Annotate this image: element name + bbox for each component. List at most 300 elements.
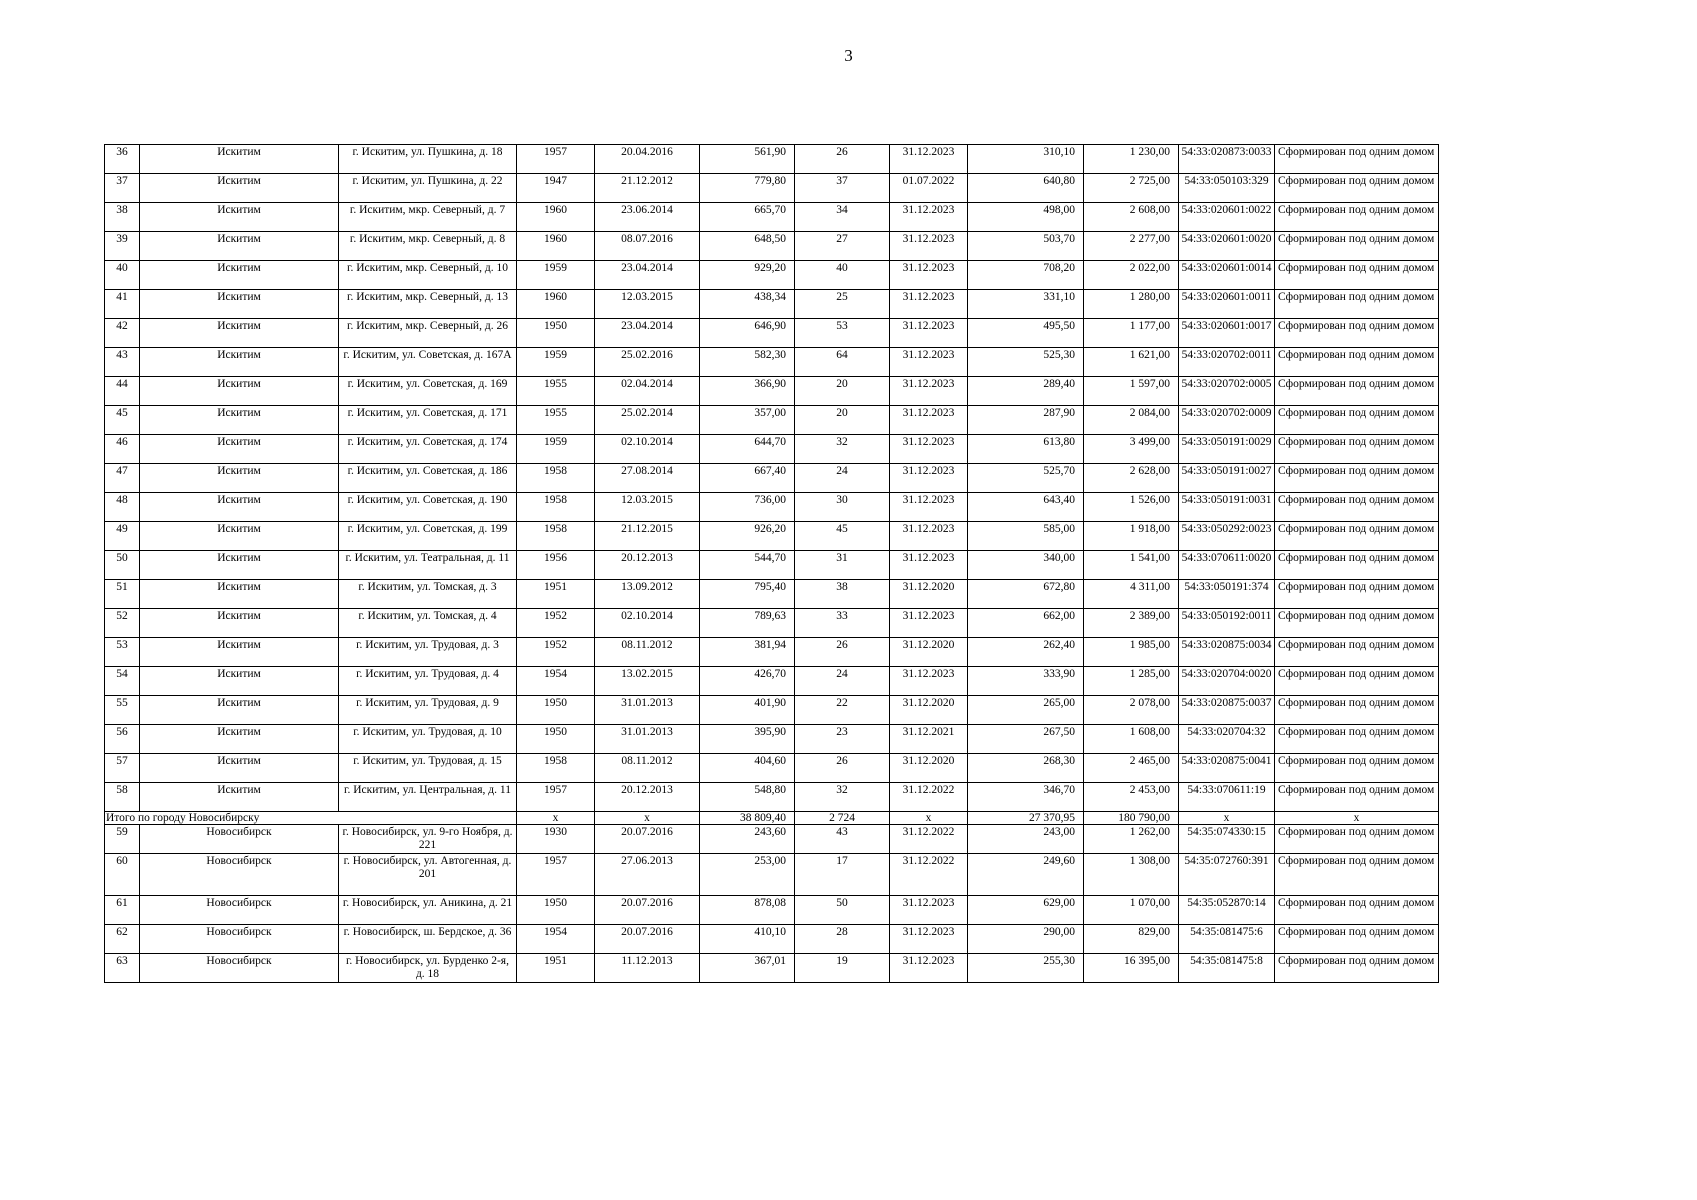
municipality-cell: Искитим (140, 464, 339, 493)
total-row (105, 812, 1439, 825)
total-area-cell: 736,00 (700, 493, 795, 522)
table-row (105, 348, 1439, 377)
address-cell: г. Искитим, ул. Советская, д. 174 (339, 435, 517, 464)
living-area-cell: 503,70 (968, 232, 1084, 261)
living-area-cell: 495,50 (968, 319, 1084, 348)
relocation-deadline-cell: 31.12.2023 (890, 667, 968, 696)
cadastre-number-cell: 54:33:050191:0031 (1179, 493, 1275, 522)
table-row (105, 145, 1439, 174)
relocation-deadline-cell: 31.12.2023 (890, 493, 968, 522)
residents-cell: 64 (795, 348, 890, 377)
total-area-cell: 357,00 (700, 406, 795, 435)
cadastre-number-cell: 54:33:050103:329 (1179, 174, 1275, 203)
cadastre-number-cell: 54:33:020601:0020 (1179, 232, 1275, 261)
table-row (105, 896, 1439, 925)
total-cell: x (595, 812, 700, 825)
land-status-cell: Сформирован под одним домом (1275, 377, 1439, 406)
residents-cell: 22 (795, 696, 890, 725)
relocation-deadline-cell: 31.12.2023 (890, 319, 968, 348)
residents-cell: 17 (795, 854, 890, 896)
address-cell: г. Искитим, ул. Советская, д. 169 (339, 377, 517, 406)
residents-cell: 24 (795, 464, 890, 493)
cadastre-number-cell: 54:33:020601:0022 (1179, 203, 1275, 232)
table-row (105, 667, 1439, 696)
table-row (105, 609, 1439, 638)
living-area-cell: 346,70 (968, 783, 1084, 812)
land-area-cell: 1 070,00 (1084, 896, 1179, 925)
table-row (105, 377, 1439, 406)
land-area-cell: 1 280,00 (1084, 290, 1179, 319)
living-area-cell: 255,30 (968, 954, 1084, 983)
table-row (105, 925, 1439, 954)
living-area-cell: 708,20 (968, 261, 1084, 290)
row-number-cell: 40 (105, 261, 140, 290)
land-area-cell: 3 499,00 (1084, 435, 1179, 464)
total-area-cell: 548,80 (700, 783, 795, 812)
municipality-cell: Искитим (140, 609, 339, 638)
land-status-cell: Сформирован под одним домом (1275, 348, 1439, 377)
municipality-cell: Искитим (140, 232, 339, 261)
residents-cell: 20 (795, 406, 890, 435)
build-year-cell: 1950 (517, 896, 595, 925)
land-area-cell: 1 985,00 (1084, 638, 1179, 667)
municipality-cell: Новосибирск (140, 925, 339, 954)
row-number-cell: 39 (105, 232, 140, 261)
land-area-cell: 1 541,00 (1084, 551, 1179, 580)
cadastre-number-cell: 54:33:020875:0041 (1179, 754, 1275, 783)
residents-cell: 24 (795, 667, 890, 696)
address-cell: г. Новосибирск, ул. Бурденко 2-я, д. 18 (339, 954, 517, 983)
total-label: Итого по городу Новосибирску (105, 812, 517, 825)
recognition-date-cell: 12.03.2015 (595, 290, 700, 319)
land-status-cell: Сформирован под одним домом (1275, 493, 1439, 522)
table-row (105, 696, 1439, 725)
table-row (105, 580, 1439, 609)
land-area-cell: 1 526,00 (1084, 493, 1179, 522)
cadastre-number-cell: 54:33:020702:0009 (1179, 406, 1275, 435)
residents-cell: 43 (795, 825, 890, 854)
land-area-cell: 1 285,00 (1084, 667, 1179, 696)
total-area-cell: 253,00 (700, 854, 795, 896)
address-cell: г. Искитим, ул. Советская, д. 171 (339, 406, 517, 435)
land-status-cell: Сформирован под одним домом (1275, 609, 1439, 638)
total-area-cell: 367,01 (700, 954, 795, 983)
table-row (105, 551, 1439, 580)
total-area-cell: 646,90 (700, 319, 795, 348)
residents-cell: 50 (795, 896, 890, 925)
total-area-cell: 395,90 (700, 725, 795, 754)
address-cell: г. Искитим, ул. Советская, д. 186 (339, 464, 517, 493)
land-status-cell: Сформирован под одним домом (1275, 580, 1439, 609)
total-area-cell: 426,70 (700, 667, 795, 696)
living-area-cell: 333,90 (968, 667, 1084, 696)
land-status-cell: Сформирован под одним домом (1275, 667, 1439, 696)
build-year-cell: 1959 (517, 348, 595, 377)
build-year-cell: 1954 (517, 667, 595, 696)
recognition-date-cell: 08.07.2016 (595, 232, 700, 261)
table-row (105, 174, 1439, 203)
table-body-novosibirsk (105, 825, 1439, 983)
address-cell: г. Искитим, мкр. Северный, д. 26 (339, 319, 517, 348)
municipality-cell: Искитим (140, 319, 339, 348)
residents-cell: 32 (795, 435, 890, 464)
land-status-cell: Сформирован под одним домом (1275, 551, 1439, 580)
row-number-cell: 45 (105, 406, 140, 435)
land-status-cell: Сформирован под одним домом (1275, 203, 1439, 232)
table-row (105, 522, 1439, 551)
row-number-cell: 38 (105, 203, 140, 232)
recognition-date-cell: 27.08.2014 (595, 464, 700, 493)
recognition-date-cell: 02.10.2014 (595, 609, 700, 638)
residents-cell: 27 (795, 232, 890, 261)
build-year-cell: 1956 (517, 551, 595, 580)
living-area-cell: 662,00 (968, 609, 1084, 638)
build-year-cell: 1952 (517, 638, 595, 667)
total-area-cell: 544,70 (700, 551, 795, 580)
relocation-deadline-cell: 31.12.2023 (890, 435, 968, 464)
cadastre-number-cell: 54:33:050192:0011 (1179, 609, 1275, 638)
build-year-cell: 1957 (517, 854, 595, 896)
table-row (105, 232, 1439, 261)
build-year-cell: 1950 (517, 319, 595, 348)
living-area-cell: 525,30 (968, 348, 1084, 377)
row-number-cell: 48 (105, 493, 140, 522)
land-status-cell: Сформирован под одним домом (1275, 754, 1439, 783)
cadastre-number-cell: 54:33:020873:0033 (1179, 145, 1275, 174)
residents-cell: 33 (795, 609, 890, 638)
total-area-cell: 926,20 (700, 522, 795, 551)
build-year-cell: 1958 (517, 493, 595, 522)
address-cell: г. Искитим, ул. Трудовая, д. 10 (339, 725, 517, 754)
address-cell: г. Новосибирск, ул. Автогенная, д. 201 (339, 854, 517, 896)
land-status-cell: Сформирован под одним домом (1275, 232, 1439, 261)
living-area-cell: 243,00 (968, 825, 1084, 854)
cadastre-number-cell: 54:33:020601:0014 (1179, 261, 1275, 290)
total-area-cell: 582,30 (700, 348, 795, 377)
land-area-cell: 1 262,00 (1084, 825, 1179, 854)
address-cell: г. Искитим, ул. Советская, д. 167А (339, 348, 517, 377)
land-status-cell: Сформирован под одним домом (1275, 696, 1439, 725)
row-number-cell: 62 (105, 925, 140, 954)
cadastre-number-cell: 54:35:081475:6 (1179, 925, 1275, 954)
recognition-date-cell: 31.01.2013 (595, 696, 700, 725)
living-area-cell: 629,00 (968, 896, 1084, 925)
build-year-cell: 1930 (517, 825, 595, 854)
total-area-cell: 789,63 (700, 609, 795, 638)
table-row (105, 261, 1439, 290)
land-area-cell: 1 597,00 (1084, 377, 1179, 406)
build-year-cell: 1960 (517, 203, 595, 232)
row-number-cell: 52 (105, 609, 140, 638)
land-status-cell: Сформирован под одним домом (1275, 261, 1439, 290)
land-status-cell: Сформирован под одним домом (1275, 825, 1439, 854)
municipality-cell: Искитим (140, 435, 339, 464)
relocation-deadline-cell: 31.12.2023 (890, 609, 968, 638)
living-area-cell: 643,40 (968, 493, 1084, 522)
build-year-cell: 1959 (517, 435, 595, 464)
recognition-date-cell: 20.07.2016 (595, 825, 700, 854)
municipality-cell: Новосибирск (140, 854, 339, 896)
cadastre-number-cell: 54:33:050191:374 (1179, 580, 1275, 609)
municipality-cell: Искитим (140, 551, 339, 580)
row-number-cell: 42 (105, 319, 140, 348)
total-area-cell: 795,40 (700, 580, 795, 609)
recognition-date-cell: 21.12.2015 (595, 522, 700, 551)
residents-cell: 53 (795, 319, 890, 348)
land-area-cell: 16 395,00 (1084, 954, 1179, 983)
address-cell: г. Искитим, мкр. Северный, д. 7 (339, 203, 517, 232)
relocation-deadline-cell: 31.12.2023 (890, 925, 968, 954)
cadastre-number-cell: 54:33:050191:0027 (1179, 464, 1275, 493)
residents-cell: 40 (795, 261, 890, 290)
recognition-date-cell: 31.01.2013 (595, 725, 700, 754)
land-status-cell: Сформирован под одним домом (1275, 464, 1439, 493)
land-status-cell: Сформирован под одним домом (1275, 925, 1439, 954)
total-cell: 38 809,40 (700, 812, 795, 825)
living-area-cell: 613,80 (968, 435, 1084, 464)
row-number-cell: 36 (105, 145, 140, 174)
cadastre-number-cell: 54:33:070611:0020 (1179, 551, 1275, 580)
row-number-cell: 46 (105, 435, 140, 464)
residents-cell: 26 (795, 638, 890, 667)
residents-cell: 45 (795, 522, 890, 551)
address-cell: г. Искитим, ул. Трудовая, д. 9 (339, 696, 517, 725)
recognition-date-cell: 20.04.2016 (595, 145, 700, 174)
row-number-cell: 37 (105, 174, 140, 203)
recognition-date-cell: 21.12.2012 (595, 174, 700, 203)
relocation-deadline-cell: 31.12.2022 (890, 854, 968, 896)
recognition-date-cell: 11.12.2013 (595, 954, 700, 983)
municipality-cell: Искитим (140, 725, 339, 754)
land-status-cell: Сформирован под одним домом (1275, 725, 1439, 754)
build-year-cell: 1959 (517, 261, 595, 290)
relocation-deadline-cell: 31.12.2023 (890, 261, 968, 290)
recognition-date-cell: 23.04.2014 (595, 319, 700, 348)
cadastre-number-cell: 54:35:074330:15 (1179, 825, 1275, 854)
recognition-date-cell: 23.06.2014 (595, 203, 700, 232)
recognition-date-cell: 25.02.2016 (595, 348, 700, 377)
living-area-cell: 498,00 (968, 203, 1084, 232)
build-year-cell: 1958 (517, 754, 595, 783)
land-status-cell: Сформирован под одним домом (1275, 319, 1439, 348)
residents-cell: 38 (795, 580, 890, 609)
total-cell: 27 370,95 (968, 812, 1084, 825)
residents-cell: 26 (795, 754, 890, 783)
land-status-cell: Сформирован под одним домом (1275, 406, 1439, 435)
address-cell: г. Искитим, ул. Трудовая, д. 15 (339, 754, 517, 783)
relocation-deadline-cell: 31.12.2022 (890, 783, 968, 812)
build-year-cell: 1955 (517, 377, 595, 406)
row-number-cell: 44 (105, 377, 140, 406)
table-row (105, 825, 1439, 854)
relocation-deadline-cell: 31.12.2023 (890, 522, 968, 551)
municipality-cell: Новосибирск (140, 825, 339, 854)
row-number-cell: 47 (105, 464, 140, 493)
table-total-section (105, 812, 1439, 825)
cadastre-number-cell: 54:35:052870:14 (1179, 896, 1275, 925)
recognition-date-cell: 25.02.2014 (595, 406, 700, 435)
land-area-cell: 2 277,00 (1084, 232, 1179, 261)
row-number-cell: 50 (105, 551, 140, 580)
living-area-cell: 640,80 (968, 174, 1084, 203)
land-status-cell: Сформирован под одним домом (1275, 174, 1439, 203)
residents-cell: 19 (795, 954, 890, 983)
land-area-cell: 2 465,00 (1084, 754, 1179, 783)
relocation-deadline-cell: 01.07.2022 (890, 174, 968, 203)
row-number-cell: 53 (105, 638, 140, 667)
address-cell: г. Искитим, ул. Пушкина, д. 22 (339, 174, 517, 203)
municipality-cell: Искитим (140, 667, 339, 696)
municipality-cell: Искитим (140, 203, 339, 232)
total-area-cell: 779,80 (700, 174, 795, 203)
land-area-cell: 1 918,00 (1084, 522, 1179, 551)
living-area-cell: 331,10 (968, 290, 1084, 319)
table-row (105, 406, 1439, 435)
living-area-cell: 249,60 (968, 854, 1084, 896)
cadastre-number-cell: 54:33:020704:0020 (1179, 667, 1275, 696)
living-area-cell: 267,50 (968, 725, 1084, 754)
total-cell: x (890, 812, 968, 825)
address-cell: г. Искитим, ул. Пушкина, д. 18 (339, 145, 517, 174)
land-status-cell: Сформирован под одним домом (1275, 290, 1439, 319)
relocation-deadline-cell: 31.12.2023 (890, 896, 968, 925)
recognition-date-cell: 13.09.2012 (595, 580, 700, 609)
relocation-deadline-cell: 31.12.2020 (890, 754, 968, 783)
relocation-deadline-cell: 31.12.2023 (890, 290, 968, 319)
residents-cell: 28 (795, 925, 890, 954)
municipality-cell: Искитим (140, 290, 339, 319)
recognition-date-cell: 02.04.2014 (595, 377, 700, 406)
total-area-cell: 929,20 (700, 261, 795, 290)
total-area-cell: 648,50 (700, 232, 795, 261)
total-area-cell: 665,70 (700, 203, 795, 232)
table-row (105, 319, 1439, 348)
residents-cell: 32 (795, 783, 890, 812)
total-cell: x (517, 812, 595, 825)
cadastre-number-cell: 54:33:050191:0029 (1179, 435, 1275, 464)
cadastre-number-cell: 54:33:020702:0005 (1179, 377, 1275, 406)
land-area-cell: 2 389,00 (1084, 609, 1179, 638)
table-row (105, 638, 1439, 667)
municipality-cell: Новосибирск (140, 896, 339, 925)
table-row (105, 464, 1439, 493)
row-number-cell: 51 (105, 580, 140, 609)
row-number-cell: 57 (105, 754, 140, 783)
relocation-deadline-cell: 31.12.2023 (890, 203, 968, 232)
address-cell: г. Искитим, ул. Томская, д. 3 (339, 580, 517, 609)
address-cell: г. Искитим, ул. Советская, д. 199 (339, 522, 517, 551)
total-area-cell: 243,60 (700, 825, 795, 854)
cadastre-number-cell: 54:33:020702:0011 (1179, 348, 1275, 377)
living-area-cell: 290,00 (968, 925, 1084, 954)
land-area-cell: 2 725,00 (1084, 174, 1179, 203)
relocation-deadline-cell: 31.12.2023 (890, 348, 968, 377)
row-number-cell: 59 (105, 825, 140, 854)
land-area-cell: 2 022,00 (1084, 261, 1179, 290)
land-area-cell: 4 311,00 (1084, 580, 1179, 609)
recognition-date-cell: 08.11.2012 (595, 638, 700, 667)
table-row (105, 783, 1439, 812)
row-number-cell: 61 (105, 896, 140, 925)
address-cell: г. Искитим, ул. Трудовая, д. 3 (339, 638, 517, 667)
relocation-deadline-cell: 31.12.2023 (890, 551, 968, 580)
living-area-cell: 340,00 (968, 551, 1084, 580)
land-area-cell: 1 177,00 (1084, 319, 1179, 348)
residents-cell: 37 (795, 174, 890, 203)
residents-cell: 30 (795, 493, 890, 522)
table-row (105, 854, 1439, 896)
land-status-cell: Сформирован под одним домом (1275, 896, 1439, 925)
living-area-cell: 672,80 (968, 580, 1084, 609)
residents-cell: 23 (795, 725, 890, 754)
build-year-cell: 1960 (517, 232, 595, 261)
living-area-cell: 287,90 (968, 406, 1084, 435)
row-number-cell: 43 (105, 348, 140, 377)
land-status-cell: Сформирован под одним домом (1275, 522, 1439, 551)
relocation-deadline-cell: 31.12.2021 (890, 725, 968, 754)
cadastre-number-cell: 54:35:081475:8 (1179, 954, 1275, 983)
municipality-cell: Искитим (140, 406, 339, 435)
build-year-cell: 1957 (517, 783, 595, 812)
row-number-cell: 55 (105, 696, 140, 725)
total-area-cell: 667,40 (700, 464, 795, 493)
municipality-cell: Искитим (140, 522, 339, 551)
relocation-deadline-cell: 31.12.2023 (890, 954, 968, 983)
municipality-cell: Искитим (140, 145, 339, 174)
land-status-cell: Сформирован под одним домом (1275, 145, 1439, 174)
municipality-cell: Искитим (140, 493, 339, 522)
row-number-cell: 56 (105, 725, 140, 754)
cadastre-number-cell: 54:33:020601:0017 (1179, 319, 1275, 348)
build-year-cell: 1951 (517, 954, 595, 983)
address-cell: г. Искитим, мкр. Северный, д. 10 (339, 261, 517, 290)
address-cell: г. Новосибирск, ул. Аникина, д. 21 (339, 896, 517, 925)
recognition-date-cell: 02.10.2014 (595, 435, 700, 464)
table-row (105, 290, 1439, 319)
row-number-cell: 41 (105, 290, 140, 319)
build-year-cell: 1951 (517, 580, 595, 609)
living-area-cell: 289,40 (968, 377, 1084, 406)
relocation-deadline-cell: 31.12.2023 (890, 232, 968, 261)
recognition-date-cell: 20.12.2013 (595, 783, 700, 812)
relocation-deadline-cell: 31.12.2020 (890, 580, 968, 609)
total-cell: x (1179, 812, 1275, 825)
residents-cell: 20 (795, 377, 890, 406)
municipality-cell: Искитим (140, 348, 339, 377)
municipality-cell: Искитим (140, 696, 339, 725)
land-status-cell: Сформирован под одним домом (1275, 854, 1439, 896)
living-area-cell: 265,00 (968, 696, 1084, 725)
address-cell: г. Искитим, ул. Центральная, д. 11 (339, 783, 517, 812)
cadastre-number-cell: 54:33:020875:0037 (1179, 696, 1275, 725)
land-area-cell: 2 628,00 (1084, 464, 1179, 493)
build-year-cell: 1947 (517, 174, 595, 203)
row-number-cell: 58 (105, 783, 140, 812)
recognition-date-cell: 23.04.2014 (595, 261, 700, 290)
total-area-cell: 438,34 (700, 290, 795, 319)
build-year-cell: 1950 (517, 725, 595, 754)
residents-cell: 25 (795, 290, 890, 319)
land-status-cell: Сформирован под одним домом (1275, 638, 1439, 667)
build-year-cell: 1957 (517, 145, 595, 174)
address-cell: г. Новосибирск, ул. 9-го Ноября, д. 221 (339, 825, 517, 854)
recognition-date-cell: 20.07.2016 (595, 896, 700, 925)
cadastre-number-cell: 54:35:072760:391 (1179, 854, 1275, 896)
living-area-cell: 262,40 (968, 638, 1084, 667)
total-area-cell: 644,70 (700, 435, 795, 464)
cadastre-number-cell: 54:33:070611:19 (1179, 783, 1275, 812)
land-area-cell: 1 308,00 (1084, 854, 1179, 896)
